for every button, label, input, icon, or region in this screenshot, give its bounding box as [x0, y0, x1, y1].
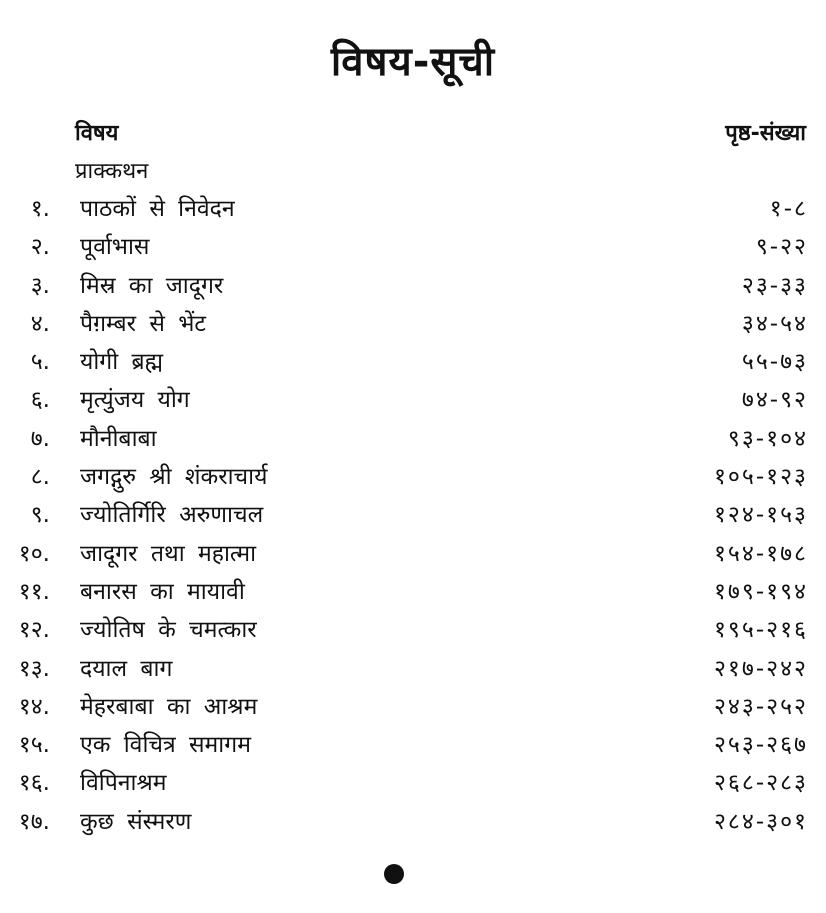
- entry-title: एक विचित्र समागम: [80, 732, 251, 759]
- toc-row: [0, 496, 826, 534]
- entry-page-range: १०५-१२३: [713, 464, 808, 491]
- entry-page-range: १२४-१५३: [713, 502, 808, 529]
- toc-row: [0, 267, 826, 305]
- toc-row: [0, 650, 826, 688]
- entry-page-range: ३४-५४: [741, 310, 808, 337]
- entry-title: पाठकों से निवेदन: [80, 196, 235, 222]
- entry-number: ७.: [30, 425, 50, 452]
- entry-number: १६.: [18, 770, 50, 797]
- entry-number: १४.: [18, 693, 50, 720]
- toc-row: [0, 190, 826, 228]
- toc-row: [0, 726, 826, 764]
- page-title: विषय-सूची: [330, 39, 496, 85]
- entry-number: १.: [30, 196, 50, 222]
- entry-number: १०.: [18, 540, 50, 567]
- entry-number: ८.: [30, 464, 50, 491]
- toc-row: [0, 764, 826, 802]
- entry-page-range: ७४-९२: [741, 387, 808, 414]
- column-header-page-numbers: पृष्ठ-संख्या: [725, 121, 806, 146]
- entry-title: मौनीबाबा: [80, 425, 157, 452]
- entry-page-range: १९५-२१६: [713, 617, 808, 644]
- decorative-bullet-dot: [384, 864, 404, 884]
- toc-row: [0, 381, 826, 419]
- entry-title: पूर्वाभास: [80, 234, 150, 261]
- entry-number: ६.: [30, 387, 50, 414]
- entry-title: जगद्गुरु श्री शंकराचार्य: [80, 464, 268, 491]
- toc-row: [0, 420, 826, 458]
- entry-number: ९.: [30, 502, 50, 529]
- entry-page-range: २६८-२८३: [713, 770, 808, 797]
- entry-page-range: ९३-१०४: [727, 425, 808, 452]
- entry-number: ३.: [30, 272, 50, 299]
- entry-title: पैग़म्बर से भेंट: [80, 310, 206, 337]
- toc-row: [0, 343, 826, 381]
- entry-title: योगी ब्रह्म: [80, 349, 164, 376]
- column-header-subject: विषय: [75, 121, 119, 146]
- toc-row: [0, 688, 826, 726]
- entry-page-range: २५३-२६७: [713, 732, 808, 759]
- toc-row: [0, 611, 826, 649]
- toc-row: [0, 573, 826, 611]
- entry-page-range: २३-३३: [741, 272, 808, 299]
- entry-title: मेहरबाबा का आश्रम: [80, 693, 258, 720]
- entry-title: जादूगर तथा महात्मा: [80, 540, 257, 567]
- entry-number: २.: [30, 234, 50, 261]
- entry-title: दयाल बाग: [80, 655, 173, 682]
- toc-row: [0, 803, 826, 841]
- toc-row: [0, 228, 826, 266]
- entry-title: बनारस का मायावी: [80, 578, 245, 605]
- entry-number: १७.: [18, 808, 50, 835]
- toc-row: [0, 535, 826, 573]
- entry-page-range: २४३-२५२: [713, 693, 808, 720]
- entry-page-range: ५५-७३: [741, 349, 808, 376]
- entry-page-range: १-८: [769, 196, 808, 222]
- entry-title: मृत्युंजय योग: [80, 387, 190, 414]
- entry-title: मिस्र का जादूगर: [80, 272, 224, 299]
- entry-number: ४.: [30, 310, 50, 337]
- toc-row: [0, 458, 826, 496]
- entry-number: १५.: [18, 732, 50, 759]
- entry-title: कुछ संस्मरण: [80, 808, 192, 835]
- preface-entry: प्राक्कथन: [75, 159, 149, 184]
- entry-number: ५.: [30, 349, 50, 376]
- entry-title: ज्योतिष के चमत्कार: [80, 617, 257, 644]
- entry-page-range: ९-२२: [755, 234, 808, 261]
- entry-title: विपिनाश्रम: [80, 770, 167, 797]
- entry-number: १३.: [18, 655, 50, 682]
- entry-title: ज्योतिर्गिरि अरुणाचल: [80, 502, 264, 529]
- entry-number: ११.: [18, 578, 50, 605]
- table-of-contents: [0, 190, 826, 841]
- entry-page-range: १५४-१७८: [713, 540, 808, 567]
- entry-page-range: २८४-३०१: [713, 808, 808, 835]
- entry-number: १२.: [18, 617, 50, 644]
- toc-row: [0, 305, 826, 343]
- entry-page-range: २१७-२४२: [713, 655, 808, 682]
- entry-page-range: १७९-१९४: [713, 578, 808, 605]
